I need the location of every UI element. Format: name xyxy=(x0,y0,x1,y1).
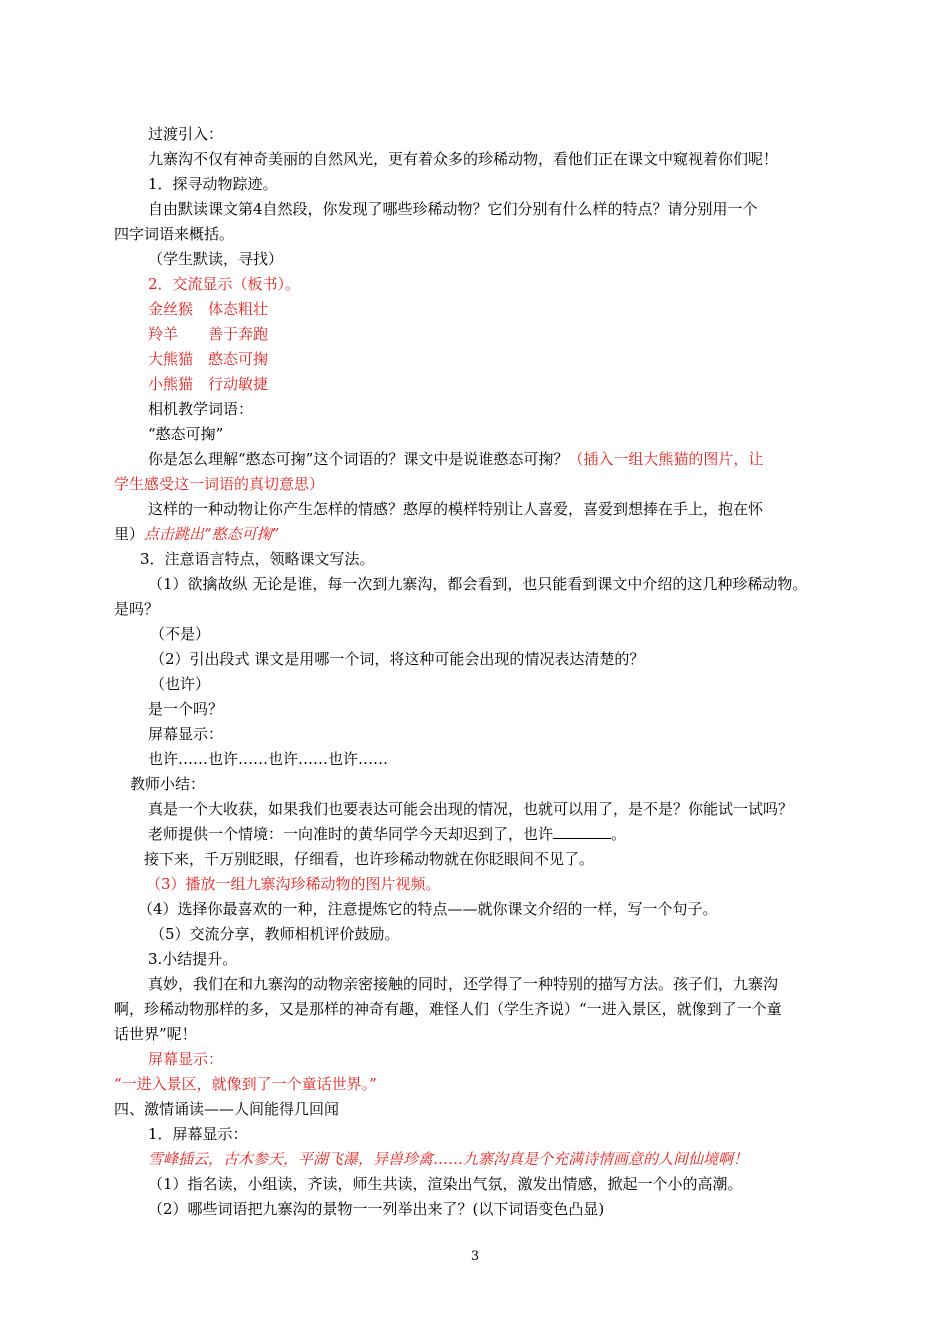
paragraph: （不是） xyxy=(150,625,211,643)
paragraph xyxy=(114,524,279,544)
paragraph: （2）引出段式 课文是用哪一个词，将这种可能会出现的情况表达清楚的？ xyxy=(150,650,645,668)
paragraph: 啊，珍稀动物那样的多，又是那样的神奇有趣，难怪人们（学生齐说）“一进入景区，就像到了一个童 xyxy=(114,1000,782,1018)
prompt-text: 老师提供一个情境：一向准时的黄华同学今天却迟到了，也许 xyxy=(148,825,554,843)
paragraph: 是一个吗？ xyxy=(148,700,224,718)
insert-note: 学生感受这一词语的真切意思） xyxy=(114,475,325,493)
paragraph: （1）指名读，小组读，齐读，师生共读，渲染出气氛，激发出情感，掀起一个小的高潮。 xyxy=(148,1175,743,1193)
paragraph: （3）播放一组九寨沟珍稀动物的图片视频。 xyxy=(146,875,441,893)
fill-in-blank xyxy=(553,824,611,839)
heading-step: 2．交流显示（板书）。 xyxy=(148,275,301,293)
paragraph: 话世界”呢！ xyxy=(114,1025,197,1043)
paragraph: 真妙，我们在和九寨沟的动物亲密接触的同时，还学得了一种特别的描写方法。孩子们，九寨沟 xyxy=(148,975,779,993)
paragraph xyxy=(148,449,763,469)
paragraph: 也许……也许……也许……也许…… xyxy=(148,750,389,768)
paragraph: 真是一个大收获，如果我们也要表达可能会出现的情况，也就可以用了，是不是？你能试一试吗？ xyxy=(148,800,794,818)
click-note: 点击跳出“憨态可掬” xyxy=(144,525,280,543)
paragraph: 是吗？ xyxy=(114,600,160,618)
insert-note: （插入一组大熊猫的图片，让 xyxy=(568,450,764,468)
board-item: 羚羊 善于奔跑 xyxy=(148,325,269,343)
board-item: 大熊猫 憨态可掬 xyxy=(148,350,269,368)
paragraph: （2）哪些词语把九寨沟的景物一一列举出来了？(以下词语变色凸显) xyxy=(148,1200,605,1218)
heading-step: 1．探寻动物踪迹。 xyxy=(148,175,278,193)
paragraph: “憨态可掬” xyxy=(148,425,224,443)
prompt-end: 。 xyxy=(611,825,627,843)
heading-step: 3．注意语言特点，领略课文写法。 xyxy=(140,550,375,568)
paragraph: 教师小结： xyxy=(130,775,206,793)
paragraph: 这样的一种动物让你产生怎样的情感？憨厚的模样特别让人喜爱，喜爱到想捧在手上，抱在怀 xyxy=(148,500,764,518)
question-text: 你是怎么理解“憨态可掬”这个词语的？课文中是说谁憨态可掬？ xyxy=(148,450,569,468)
paragraph xyxy=(148,824,626,844)
paragraph: 过渡引入： xyxy=(148,125,224,143)
paragraph: 屏幕显示： xyxy=(148,725,224,743)
paragraph: （也许） xyxy=(150,675,211,693)
heading-step: 3.小结提升。 xyxy=(148,950,238,968)
heading-step: 1．屏幕显示： xyxy=(148,1125,248,1143)
paragraph: “一进入景区，就像到了一个童话世界。” xyxy=(114,1075,377,1093)
paragraph-end: 里） xyxy=(114,525,145,543)
paragraph: （学生默读，寻找） xyxy=(148,250,284,268)
paragraph: 自由默读课文第4自然段，你发现了哪些珍稀动物？它们分别有什么样的特点？请分别用一个 xyxy=(148,200,758,218)
paragraph: （5）交流分享，教师相机评价鼓励。 xyxy=(150,925,400,943)
paragraph: 屏幕显示： xyxy=(148,1050,224,1068)
board-item: 小熊猫 行动敏捷 xyxy=(148,375,269,393)
paragraph: 相机教学词语： xyxy=(148,400,254,418)
paragraph: 四字词语来概括。 xyxy=(114,225,235,243)
screen-display-text: 雪峰插云，古木参天，平湖飞瀑，异兽珍禽……九寨沟真是个充满诗情画意的人间仙境啊！ xyxy=(148,1150,749,1168)
paragraph: （4）选择你最喜欢的一种，注意提炼它的特点——就你课文介绍的一样，写一个句子。 xyxy=(138,900,718,918)
paragraph: 接下来，千万别眨眼，仔细看，也许珍稀动物就在你眨眼间不见了。 xyxy=(144,850,595,868)
page-number: 3 xyxy=(470,1249,480,1264)
paragraph: （1）欲擒故纵 无论是谁，每一次到九寨沟，都会看到，也只能看到课文中介绍的这几种珍稀动物。 xyxy=(148,575,808,593)
board-item: 金丝猴 体态粗壮 xyxy=(148,300,269,318)
section-heading: 四、激情诵读——人间能得几回闻 xyxy=(114,1100,340,1118)
paragraph: 九寨沟不仅有神奇美丽的自然风光，更有着众多的珍稀动物，看他们正在课文中窥视着你们呢！ xyxy=(148,150,779,168)
